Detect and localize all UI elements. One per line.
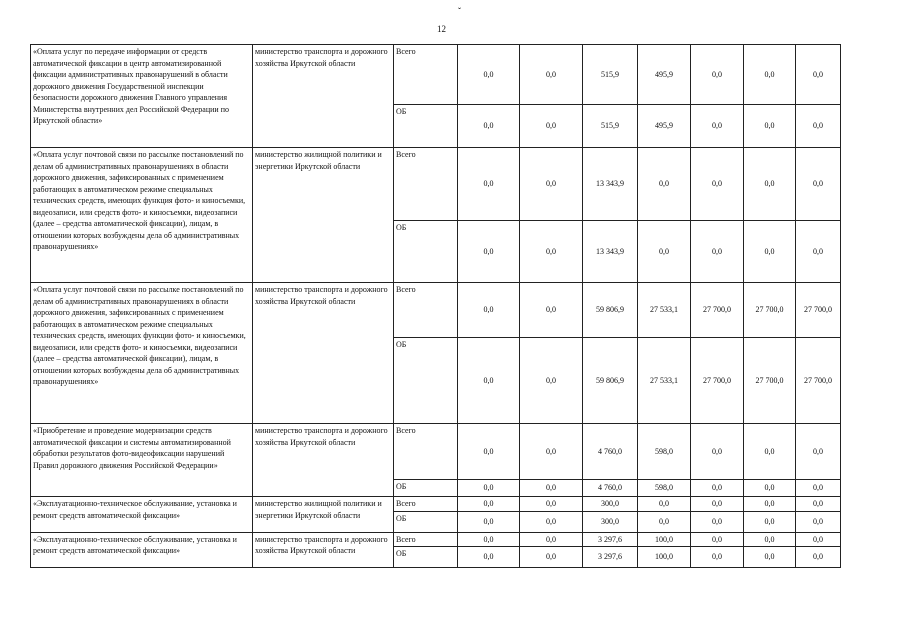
amount-cell: 0,0 [691,45,744,105]
amount-cell: 515,9 [583,45,638,105]
amount-cell: 495,9 [638,45,691,105]
amount-cell: 59 806,9 [583,283,638,338]
amount-cell: 598,0 [638,480,691,497]
amount-cell: 0,0 [744,547,796,568]
amount-cell: 0,0 [691,497,744,512]
scan-mark: ˇ [458,6,461,16]
amount-cell: 0,0 [796,547,841,568]
table-row [31,283,841,338]
amount-cell: 0,0 [691,547,744,568]
amount-cell: 59 806,9 [583,338,638,424]
funding-source: Всего [394,45,458,105]
amount-cell: 27 533,1 [638,283,691,338]
amount-cell: 0,0 [744,45,796,105]
responsible-organization: министерство жилищной политики и энергетики Иркутской области [253,497,394,533]
amount-cell: 0,0 [458,511,520,532]
funding-source: Всего [394,424,458,480]
amount-cell: 0,0 [744,105,796,148]
amount-cell: 0,0 [796,45,841,105]
amount-cell: 0,0 [796,424,841,480]
amount-cell: 27 700,0 [691,338,744,424]
amount-cell: 27 700,0 [744,338,796,424]
amount-cell: 0,0 [744,480,796,497]
amount-cell: 0,0 [520,497,583,512]
funding-source: ОБ [394,547,458,568]
table-row [31,424,841,480]
responsible-organization: министерство жилищной политики и энергетики Иркутской области [253,148,394,283]
amount-cell: 27 700,0 [691,283,744,338]
amount-cell: 13 343,9 [583,221,638,283]
amount-cell: 0,0 [458,497,520,512]
measure-description: «Оплата услуг по передаче информации от средств автоматической фиксации в центр автоматизированной фиксации административных правонарушений в области дорожного движения Государственной инспекции безопасности дорожного движения Главного управления Министерства внутренних дел Российской Федерации по Иркутской области» [31,45,253,148]
amount-cell: 0,0 [520,532,583,547]
amount-cell: 0,0 [520,338,583,424]
amount-cell: 515,9 [583,105,638,148]
amount-cell: 0,0 [458,547,520,568]
amount-cell: 495,9 [638,105,691,148]
measure-description: «Приобретение и проведение модернизации средств автоматической фиксации и системы автоматизированной обработки результатов фото-видеофиксации нарушений Правил дорожного движения Российской Федерации» [31,424,253,497]
amount-cell: 0,0 [796,148,841,221]
amount-cell: 0,0 [691,424,744,480]
amount-cell: 100,0 [638,532,691,547]
amount-cell: 0,0 [520,45,583,105]
amount-cell: 0,0 [691,105,744,148]
measure-description: «Эксплуатационно-техническое обслуживание, установка и ремонт средств автоматической фиксации» [31,532,253,568]
responsible-organization: министерство транспорта и дорожного хозяйства Иркутской области [253,532,394,568]
funding-source: ОБ [394,511,458,532]
table-row [31,532,841,547]
amount-cell: 300,0 [583,497,638,512]
funding-source: Всего [394,148,458,221]
amount-cell: 0,0 [744,532,796,547]
amount-cell: 0,0 [796,532,841,547]
responsible-organization: министерство транспорта и дорожного хозяйства Иркутской области [253,45,394,148]
amount-cell: 0,0 [796,511,841,532]
amount-cell: 0,0 [458,283,520,338]
measure-description: «Эксплуатационно-техническое обслуживание, установка и ремонт средств автоматической фиксации» [31,497,253,533]
amount-cell: 0,0 [638,497,691,512]
funding-source: ОБ [394,105,458,148]
amount-cell: 0,0 [458,45,520,105]
funding-source: Всего [394,532,458,547]
amount-cell: 0,0 [520,105,583,148]
funding-source: ОБ [394,221,458,283]
amount-cell: 0,0 [744,511,796,532]
amount-cell: 300,0 [583,511,638,532]
amount-cell: 0,0 [691,480,744,497]
amount-cell: 0,0 [520,148,583,221]
amount-cell: 0,0 [744,148,796,221]
amount-cell: 4 760,0 [583,424,638,480]
amount-cell: 0,0 [458,532,520,547]
amount-cell: 0,0 [796,221,841,283]
amount-cell: 0,0 [638,221,691,283]
table-row [31,497,841,512]
amount-cell: 13 343,9 [583,148,638,221]
table-row [31,148,841,221]
table-body [31,45,841,568]
amount-cell: 0,0 [520,424,583,480]
amount-cell: 0,0 [458,338,520,424]
budget-table [30,44,841,568]
amount-cell: 27 700,0 [744,283,796,338]
funding-source: Всего [394,283,458,338]
amount-cell: 0,0 [520,547,583,568]
amount-cell: 0,0 [796,480,841,497]
amount-cell: 0,0 [638,148,691,221]
funding-source: ОБ [394,338,458,424]
responsible-organization: министерство транспорта и дорожного хозяйства Иркутской области [253,283,394,424]
responsible-organization: министерство транспорта и дорожного хозяйства Иркутской области [253,424,394,497]
amount-cell: 27 700,0 [796,283,841,338]
amount-cell: 0,0 [691,532,744,547]
amount-cell: 0,0 [520,480,583,497]
table-row [31,45,841,105]
page-number: 12 [437,24,446,34]
amount-cell: 3 297,6 [583,547,638,568]
amount-cell: 0,0 [638,511,691,532]
measure-description: «Оплата услуг почтовой связи по рассылке постановлений по делам об административных правонарушениях в области дорожного движения, зафиксированных с применением работающих в автоматическом режиме специальных технических средств, имеющих функция фото- и киносъемки, видеозаписи, или средств фото- и киносъемки, видеозаписи (далее – средства автоматической фиксации), лицам, в отношении которых возбуждены дела об административных правонарушениях» [31,148,253,283]
amount-cell: 100,0 [638,547,691,568]
measure-description: «Оплата услуг почтовой связи по рассылке постановлений по делам об административных правонарушениях в области дорожного движения, зафиксированных с применением работающих в автоматическом режиме специальных технических средств, имеющих функции фото- и киносъемки, видеозаписи, или средств фото- и киносъемки, видеозаписи (далее – средства автоматической фиксации), лицам, в отношении которых возбуждены дела об административных правонарушениях» [31,283,253,424]
amount-cell: 0,0 [520,283,583,338]
amount-cell: 0,0 [796,497,841,512]
amount-cell: 0,0 [458,105,520,148]
funding-source: Всего [394,497,458,512]
amount-cell: 0,0 [520,221,583,283]
amount-cell: 0,0 [458,221,520,283]
amount-cell: 27 533,1 [638,338,691,424]
amount-cell: 0,0 [744,497,796,512]
amount-cell: 4 760,0 [583,480,638,497]
amount-cell: 0,0 [520,511,583,532]
amount-cell: 0,0 [691,511,744,532]
amount-cell: 0,0 [458,148,520,221]
amount-cell: 27 700,0 [796,338,841,424]
amount-cell: 0,0 [691,148,744,221]
amount-cell: 3 297,6 [583,532,638,547]
amount-cell: 0,0 [458,480,520,497]
amount-cell: 0,0 [744,424,796,480]
amount-cell: 0,0 [744,221,796,283]
amount-cell: 0,0 [458,424,520,480]
funding-source: ОБ [394,480,458,497]
amount-cell: 0,0 [691,221,744,283]
amount-cell: 0,0 [796,105,841,148]
amount-cell: 598,0 [638,424,691,480]
